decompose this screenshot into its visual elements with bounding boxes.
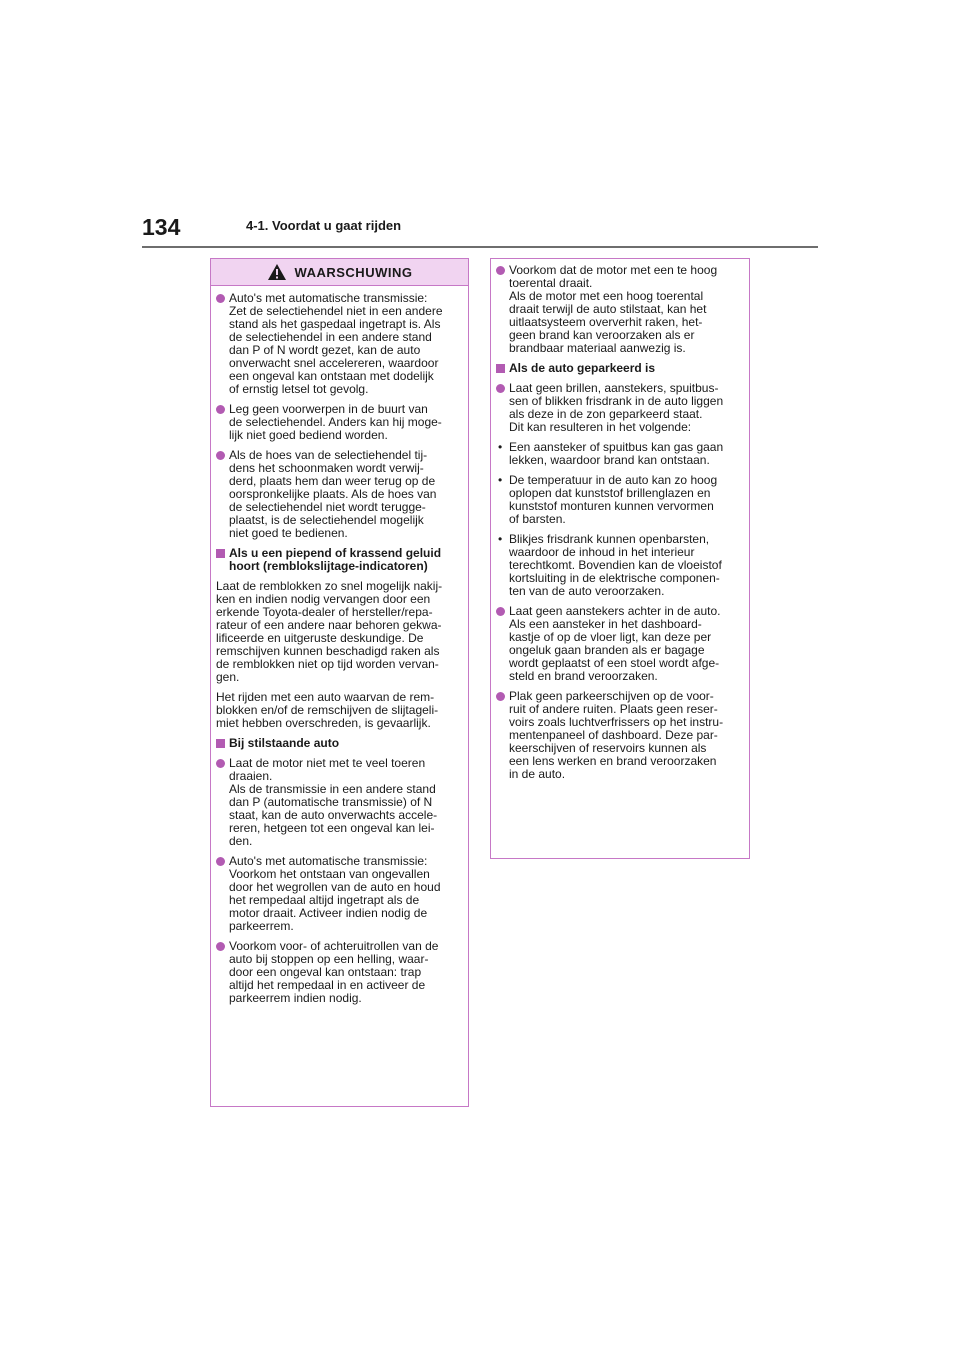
warning-title: WAARSCHUWING: [294, 264, 413, 280]
item-text: Blikjes frisdrank kunnen openbarsten, waardoor de inhoud in het interieur terechtkomt. Bovendien kan de vloeistof kortsluiting in de elektrische componen- ten van de auto veroorzaken.: [509, 532, 722, 598]
section-heading: [216, 737, 462, 750]
item-text: Leg geen voorwerpen in de buurt van de selectiehendel. Anders kan hij moge- lijk niet goed bediend worden.: [229, 402, 442, 442]
list-item: [216, 940, 462, 1005]
list-item: [216, 855, 462, 933]
item-text: Voorkom dat de motor met een te hoog toerental draait. Als de motor met een hoog toerental draait terwijl de auto stilstaat, kan het uitlaatsysteem oververhit raken, het- geen brand kan veroorzaken als er brandbaar materiaal aanwezig is.: [509, 263, 718, 355]
list-item: [496, 441, 743, 467]
right-column-content: [491, 259, 749, 781]
paragraph: Het rijden met een auto waarvan de rem- blokken en/of de remschijven de slijtageli- miet hebben overschreden, is gevaarlijk.: [216, 690, 439, 730]
item-text: Een aansteker of spuitbus kan gas gaan lekken, waardoor brand kan ontstaan.: [509, 440, 724, 467]
section-heading: [496, 362, 743, 375]
page-header: [142, 212, 818, 248]
small-bullet-icon: •: [498, 532, 503, 546]
page-number: 134: [142, 214, 181, 240]
square-bullet-icon: [216, 547, 229, 573]
list-item: [496, 690, 743, 781]
circle-bullet-icon: [216, 403, 229, 442]
circle-bullet-icon: [216, 449, 229, 540]
warning-triangle-icon: [267, 263, 287, 281]
section-title: 4-1. Voordat u gaat rijden: [246, 218, 402, 233]
item-text: Als de hoes van de selectiehendel tij- dens het schoonmaken wordt verwij- derd, plaats hem dan weer terug op de oorspronkelijke plaats. Als de hoes van de selectiehendel niet wordt terugge- plaatst, is de selectiehendel mogelijk niet goed te bedienen.: [229, 448, 437, 540]
item-text: Auto's met automatische transmissie: Voorkom het ontstaan van ongevallen door het wegrollen van de auto en houd het rempedaal altijd ingetrapt als de motor draait. Activeer indien nodig de parkeerrem.: [229, 854, 441, 933]
item-text: Voorkom voor- of achteruitrollen van de auto bij stoppen op een helling, waar- door een ongeval kan ontstaan: trap altijd het rempedaal in en activeer de parkeerrem indien nodig.: [229, 939, 439, 1005]
circle-bullet-icon: [216, 757, 229, 848]
item-text: Als u een piepend of krassend geluid hoort (remblokslijtage-indicatoren): [229, 546, 442, 573]
section-heading: [216, 547, 462, 573]
item-text: De temperatuur in de auto kan zo hoog oplopen dat kunststof brillenglazen en kunststof monturen kunnen vervormen of barsten.: [509, 473, 718, 526]
list-item: [496, 533, 743, 598]
warning-panel-right: [490, 258, 750, 859]
small-bullet-icon: •: [498, 440, 503, 454]
item-text: Auto's met automatische transmissie: Zet de selectiehendel niet in een andere stand als het gaspedaal ingetrapt is. Als de selectiehendel in een andere stand dan P of N wordt gezet, kan de auto onverwacht snel accelereren, waardoor een ongeval kan ontstaan met dodelijk of ernstig letsel tot gevolg.: [229, 291, 443, 396]
paragraph: Laat de remblokken zo snel mogelijk nakij- ken en indien nodig vervangen door een erkende Toyota-dealer of hersteller/repa- rateur of een andere naar behoren gekwa- lificeerde en uitgeruste deskundige. De remschijven kunnen beschadigd raken als de remblokken niet op tijd worden vervan- gen.: [216, 579, 443, 684]
warning-header: [211, 259, 468, 286]
small-bullet-icon: •: [498, 473, 503, 487]
square-bullet-icon: [216, 737, 229, 750]
item-text: Plak geen parkeerschijven op de voor- ruit of andere ruiten. Plaats geen reser- voirs zoals luchtverfrissers op het instru- mentenpaneel of dashboard. Deze par- keerschijven of reservoirs kunnen als een lens werken en brand veroorzaken in de auto.: [509, 689, 724, 781]
circle-bullet-icon: [496, 690, 509, 781]
list-item: [216, 403, 462, 442]
list-item: [216, 449, 462, 540]
item-text: Laat geen aanstekers achter in de auto. Als een aansteker in het dashboard- kastje of op de vloer ligt, kan deze per ongeluk gaan branden als er bagage wordt geplaatst of een stoel wordt afge- steld en brand veroorzaken.: [509, 604, 721, 683]
item-text: Laat de motor niet met te veel toeren draaien. Als de transmissie in een andere stand dan P (automatische transmissie) of N staat, kan de auto onverwachts accele- reren, hetgeen tot een ongeval kan lei- den.: [229, 756, 438, 848]
circle-bullet-icon: [496, 264, 509, 355]
list-item: [496, 264, 743, 355]
item-text: Laat geen brillen, aanstekers, spuitbus- sen of blikken frisdrank in de auto liggen als deze in de zon geparkeerd staat. Dit kan resulteren in het volgende:: [509, 381, 724, 434]
left-column-content: [211, 286, 468, 1005]
square-bullet-icon: [496, 362, 509, 375]
circle-bullet-icon: [496, 382, 509, 434]
circle-bullet-icon: [496, 605, 509, 683]
list-item: [496, 474, 743, 526]
circle-bullet-icon: [216, 855, 229, 933]
list-item: [496, 605, 743, 683]
list-item: [496, 382, 743, 434]
list-item: [216, 757, 462, 848]
circle-bullet-icon: [216, 292, 229, 396]
item-text: Bij stilstaande auto: [229, 736, 340, 750]
circle-bullet-icon: [216, 940, 229, 1005]
warning-panel-left: [210, 258, 469, 1107]
item-text: Als de auto geparkeerd is: [509, 361, 656, 375]
list-item: [216, 292, 462, 396]
